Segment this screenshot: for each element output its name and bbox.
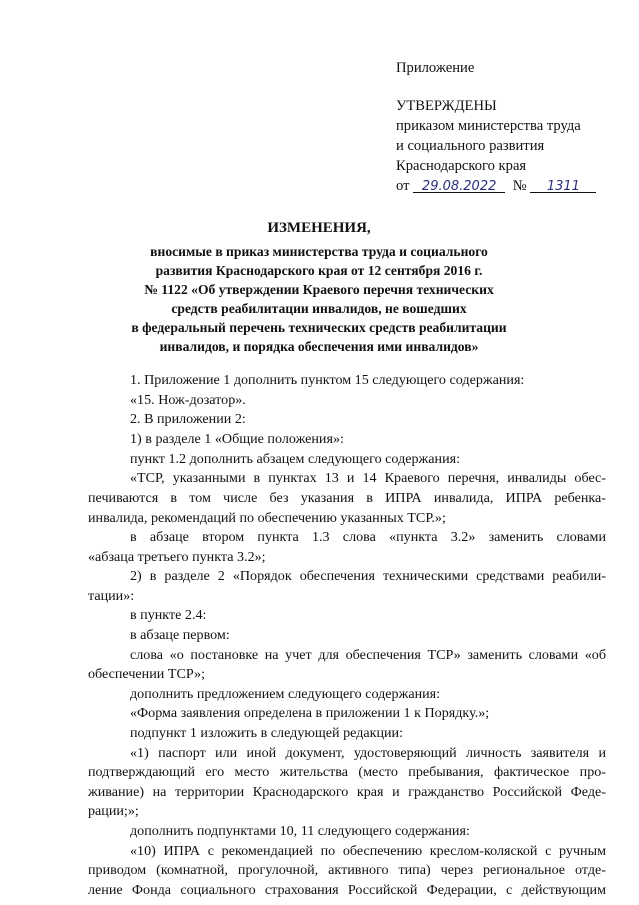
paragraph: подпункт 1 изложить в следующей редакции:	[130, 725, 404, 741]
paragraph: 1) в разделе 1 «Общие положения»:	[130, 431, 344, 447]
paragraph-line: тации»:	[88, 588, 135, 604]
paragraph-line: 2) в разделе 2 «Порядок обеспечения техническими средствами реабили-	[130, 568, 606, 584]
paragraph: в абзаце первом:	[130, 627, 230, 643]
paragraph-line: «ТСР, указанными в пунктах 13 и 14 Краевого перечня, инвалиды обес-	[130, 470, 606, 486]
number-label: №	[512, 178, 527, 194]
approval-line-3: Краснодарского края	[396, 158, 527, 174]
from-label: от	[396, 178, 410, 194]
paragraph-line: «абзаца третьего пункта 3.2»;	[88, 549, 266, 565]
title-line: инвалидов, и порядка обеспечения ими инвалидов»	[159, 339, 479, 354]
paragraph: пункт 1.2 дополнить абзацем следующего содержания:	[130, 451, 461, 467]
paragraph: в пункте 2.4:	[130, 607, 207, 623]
title-line: средств реабилитации инвалидов, не вошедших	[171, 301, 467, 316]
title-heading: ИЗМЕНЕНИЯ,	[267, 220, 371, 236]
paragraph: «15. Нож-дозатор».	[130, 392, 246, 408]
paragraph-line: ление Фонда социального страхования Российской Федерации, с действующим	[88, 882, 606, 898]
paragraph: дополнить предложением следующего содержания:	[130, 686, 441, 702]
paragraph-line: слова «о постановке на учет для обеспечения ТСР» заменить словами «об	[130, 647, 606, 663]
approval-date-line	[396, 176, 596, 198]
title-line: № 1122 «Об утверждении Краевого перечня технических	[144, 282, 494, 297]
approval-block	[396, 58, 596, 198]
approved-label: УТВЕРЖДЕНЫ	[396, 98, 497, 114]
paragraph-line: инвалида, рекомендаций по обеспечению указанных ТСР.»;	[88, 510, 446, 526]
paragraph-line: обеспечении ТСР»;	[88, 666, 205, 682]
paragraph: 1. Приложение 1 дополнить пунктом 15 следующего содержания:	[130, 372, 525, 388]
appendix-label: Приложение	[396, 60, 475, 76]
paragraph-line: «10) ИПРА с рекомендацией по обеспечению креслом-коляской с ручным	[130, 843, 606, 859]
paragraph: дополнить подпунктами 10, 11 следующего содержания:	[130, 823, 470, 839]
title-line: в федеральный перечень технических средств реабилитации	[131, 320, 507, 335]
number-field	[530, 176, 596, 193]
paragraph-line: приводом (комнатной, прогулочной, активного типа) через региональное отде-	[88, 862, 606, 878]
handwritten-number: 1311	[546, 179, 580, 194]
paragraph-line: рации;»;	[88, 803, 139, 819]
document-title	[110, 218, 528, 356]
paragraph-line: живание) на территории Краснодарского края и гражданство Российской Феде-	[88, 784, 606, 800]
paragraph-line: подтверждающий его место жительства (место пребывания, фактическое про-	[88, 764, 606, 780]
approval-line-1: приказом министерства труда	[396, 118, 581, 134]
approval-line-2: и социального развития	[396, 138, 545, 154]
paragraph-line: «1) паспорт или иной документ, удостоверяющий личность заявителя и	[130, 745, 606, 761]
date-field	[413, 176, 505, 193]
title-line: развития Краснодарского края от 12 сентября 2016 г.	[155, 263, 483, 278]
paragraph: 2. В приложении 2:	[130, 411, 246, 427]
paragraph-line: печиваются в том числе без указания в ИПРА инвалида, ИПРА ребенка-	[88, 490, 606, 506]
handwritten-date: 29.08.2022	[421, 179, 497, 194]
paragraph: «Форма заявления определена в приложении 1 к Порядку.»;	[130, 705, 490, 721]
title-line: вносимые в приказ министерства труда и социального	[150, 244, 488, 259]
paragraph-line: в абзаце втором пункта 1.3 слова «пункта 3.2» заменить словами	[130, 529, 606, 545]
